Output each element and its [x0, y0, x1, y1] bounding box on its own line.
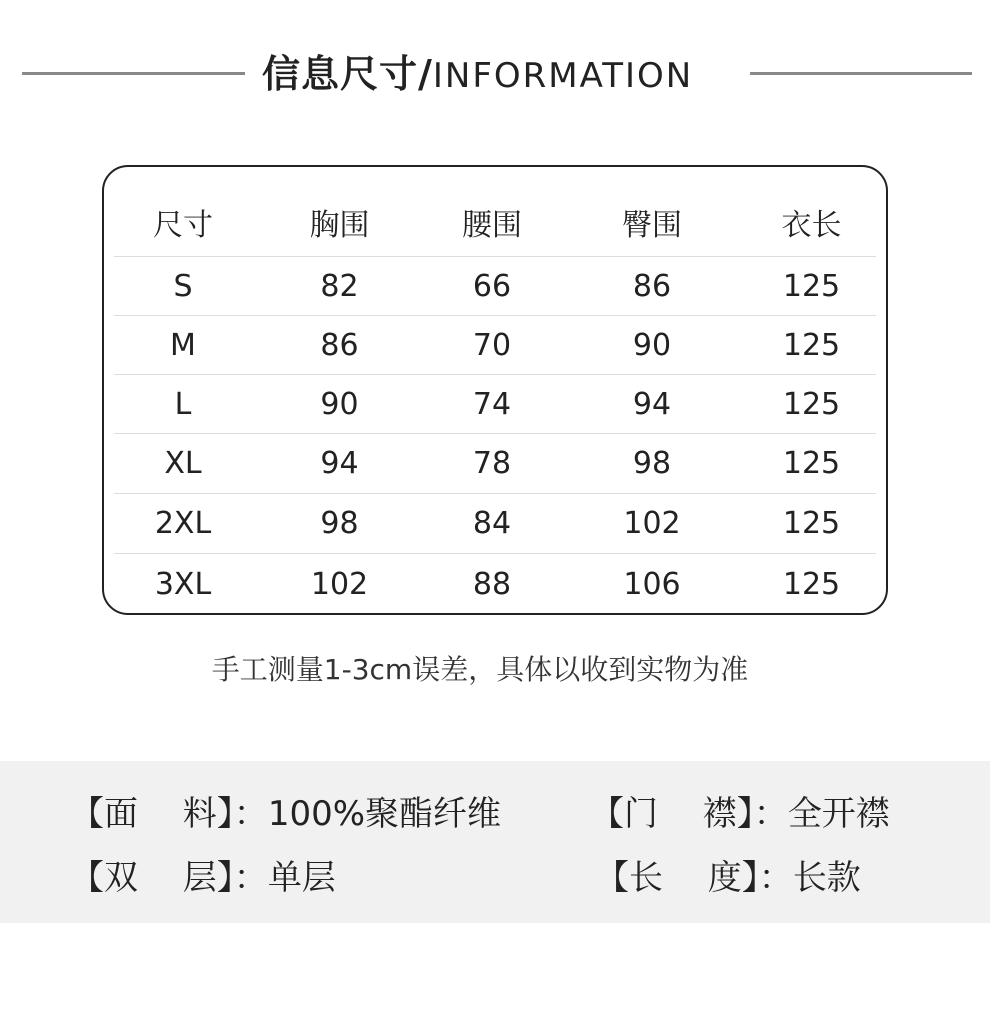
size-table — [102, 165, 888, 615]
title-chinese: 信息尺寸/ — [262, 52, 433, 96]
cell-size: M — [170, 327, 196, 363]
cell-waist: 88 — [472, 566, 512, 602]
table-row — [114, 434, 876, 494]
cell-length: 125 — [782, 566, 841, 602]
info-layers — [70, 856, 336, 900]
cell-hip: 106 — [623, 566, 681, 602]
cell-size: 2XL — [154, 506, 212, 541]
cell-size: S — [173, 268, 193, 304]
table-row — [114, 316, 876, 375]
section-title — [262, 48, 693, 100]
cell-waist: 74 — [472, 386, 512, 422]
title-english: INFORMATION — [432, 56, 694, 96]
info-layers-label: 【双 层】： — [70, 858, 268, 898]
info-fabric-value: 100%聚酯纤维 — [267, 794, 502, 834]
cell-chest: 98 — [320, 506, 359, 541]
cell-chest: 82 — [320, 268, 359, 304]
info-length — [595, 856, 861, 900]
cell-hip: 102 — [623, 506, 681, 541]
cell-chest: 86 — [320, 327, 359, 363]
cell-length: 125 — [782, 506, 841, 541]
info-length-value: 长款 — [792, 858, 861, 898]
cell-hip: 94 — [632, 386, 672, 422]
cell-length: 125 — [782, 386, 841, 422]
cell-waist: 66 — [472, 268, 512, 304]
product-info-panel — [0, 761, 990, 923]
cell-size: L — [174, 386, 192, 422]
cell-waist: 70 — [472, 327, 512, 363]
cell-length: 125 — [782, 446, 841, 481]
cell-chest: 90 — [320, 386, 359, 422]
cell-hip: 90 — [632, 327, 672, 363]
header-rule-left — [22, 72, 245, 75]
cell-length: 125 — [782, 268, 841, 304]
info-placket-label: 【门 襟】： — [590, 794, 788, 834]
cell-chest: 94 — [320, 446, 359, 481]
cell-hip: 98 — [632, 446, 672, 481]
info-placket — [590, 792, 890, 836]
column-header-hip: 臀围 — [622, 207, 682, 243]
table-row — [114, 257, 876, 316]
measurement-note: 手工测量1-3cm误差，具体以收到实物为准 — [211, 653, 749, 686]
cell-waist: 78 — [472, 446, 512, 481]
info-length-label: 【长 度】： — [595, 858, 793, 898]
cell-length: 125 — [782, 327, 841, 363]
table-row — [114, 554, 876, 614]
header-rule-right — [750, 72, 972, 75]
cell-size: XL — [164, 446, 202, 481]
column-header-size: 尺寸 — [153, 207, 213, 243]
column-header-chest: 胸围 — [309, 207, 370, 243]
cell-size: 3XL — [154, 566, 212, 602]
cell-chest: 102 — [310, 566, 369, 602]
table-header-row — [114, 187, 876, 257]
info-layers-value: 单层 — [267, 858, 336, 898]
cell-hip: 86 — [632, 268, 672, 304]
section-header — [0, 44, 990, 104]
cell-waist: 84 — [472, 506, 512, 541]
info-placket-value: 全开襟 — [787, 794, 890, 834]
column-header-waist: 腰围 — [462, 207, 522, 243]
table-row — [114, 375, 876, 434]
column-header-length: 衣长 — [781, 207, 842, 243]
table-row — [114, 494, 876, 554]
info-fabric — [70, 792, 501, 836]
info-fabric-label: 【面 料】： — [70, 794, 268, 834]
